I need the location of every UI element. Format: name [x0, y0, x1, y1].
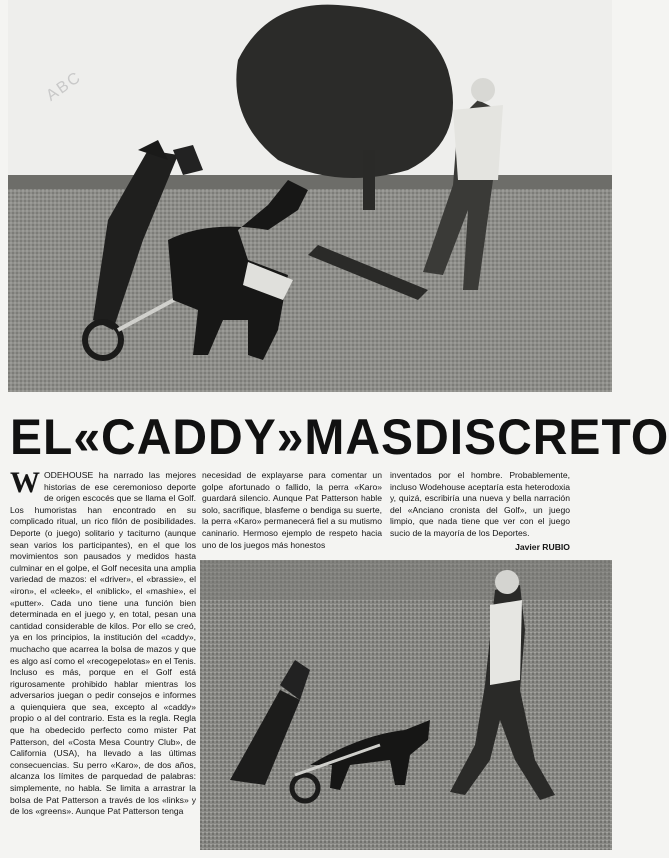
- photo-dog-pulling-golf-cart: [200, 560, 612, 850]
- article-text: inventados por el hombre. Probablemente, incluso Wodehouse aceptaría esta heterodoxia y, quizá, escribiría una nueva y bella narración del «Anciano cronista del Golf», un juego limpio, que nada tiene que ver con el juego sucio de la mayoría de los Deportes.: [390, 470, 570, 538]
- article-column-3: [390, 470, 570, 554]
- watermark-top: ABC: [43, 68, 85, 105]
- headline: [10, 407, 669, 468]
- article-column-2: [202, 470, 382, 554]
- drop-cap: W: [10, 466, 40, 499]
- article-text: necesidad de explayarse para comentar un golpe afortunado o fallido, la perra «Karo» guardará silencio. Aunque Pat Patterson hable solo, sacrifique, blasfeme o bendiga su suerte, la perra «Karo» permanecerá fiel a su mutismo caninario. Hermoso ejemplo de respeto hacia uno de los juegos más honestos: [202, 470, 382, 550]
- article-column-1: [10, 466, 196, 822]
- article-text: ODEHOUSE ha narrado las mejores historias de ese ceremonioso deporte de origen escocés que se llama el Golf. Los humoristas han encontrado en su complicado ritual, un rico filón de posibilidades. Deporte (o juego) solitario y taciturno (aunque sean varios los participantes), en el que los movimientos son pausados y medidos hasta culminar en el golpe, el Golf necesita una amplia variedad de mazos: el «driver», el «brassie», el «iron», el «cleek», el «niblick», el «mashie», el «putter». Cada uno tiene una función bien determinada en el juego y, en total, pesan una cantidad considerable de kilos. Por ello se creó, ya en los principios, la institución del «caddy», muchacho que acarrea la bolsa de mazos y que es algo así como el «recogepelotas» en el Tenis. Incluso es más, porque en el Golf está rigurosamente prohibido hablar mientras los adversarios juegan o pedir consejos e informes a quienquiera que sea, excepto al «caddy» propio o al del contrario. Esta es la regla. Regla que ha obedecido perfecto como mister Pat Patterson, del «Costa Mesa Country Club», de California (USA), ha llevado a las últimas consecuencias. Su perro «Karo», de dos años, alcanza los límites de parquedad de palabras: simplemente, no habla. Se limita a arrastrar la bolsa de Pat Patterson a través de los «links» y de los «greens». Aunque Pat Patterson tenga: [10, 470, 196, 817]
- headline-word: «CADDY»: [73, 409, 305, 465]
- headline-word: MAS: [304, 409, 415, 465]
- byline: Javier RUBIO: [515, 541, 570, 552]
- headline-word: DISCRETO: [414, 409, 669, 465]
- headline-word: EL: [10, 409, 74, 465]
- photo-golfer-with-dog-caddy: [8, 0, 612, 392]
